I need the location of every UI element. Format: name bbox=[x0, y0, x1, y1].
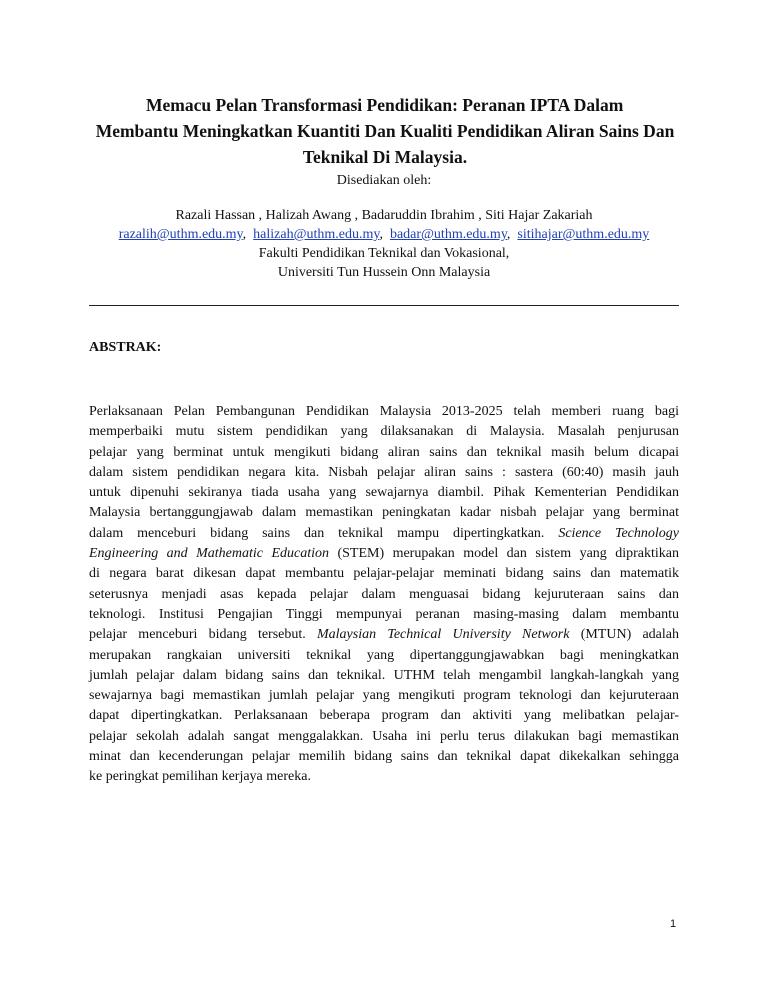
italic-term: Malaysian Technical University Network bbox=[317, 627, 570, 643]
abstract-text: dalam sistem pendidikan negara kita. Nisbah pelajar aliran sains : sastera (60:40) masih jauh bbox=[89, 464, 679, 480]
page-number: 1 bbox=[670, 918, 677, 930]
abstract-line bbox=[89, 747, 679, 767]
abstract-text: teknologi. Institusi Pengajian Tinggi mempunyai peranan masing-masing dalam membantu bbox=[89, 606, 679, 622]
abstract-line bbox=[89, 646, 679, 666]
abstract-text: jumlah pelajar dalam bidang sains dan teknikal. UTHM telah mengambil langkah-langkah yang bbox=[89, 667, 679, 683]
abstract-line bbox=[89, 422, 679, 442]
abstract-text: di negara barat dikesan dapat membantu pelajar-pelajar meminati bidang sains dan matematik bbox=[89, 566, 679, 582]
abstract-line bbox=[89, 463, 679, 483]
abstract-line bbox=[89, 544, 679, 564]
paper-title bbox=[88, 92, 682, 170]
title-line-2: Membantu Meningkatkan Kuantiti Dan Kualiti Pendidikan Aliran Sains Dan bbox=[95, 121, 675, 141]
abstract-line bbox=[89, 666, 679, 686]
abstract-text: memperbaiki mutu sistem pendidikan yang dilaksanakan di Malaysia. Masalah penjurusan bbox=[89, 424, 679, 440]
abstract-text: pelajar sekolah adalah sangat menggalakkan. Usaha ini perlu terus dilakukan bagi memastikan bbox=[89, 728, 679, 744]
abstract-line bbox=[89, 706, 679, 726]
affiliation bbox=[0, 244, 768, 282]
abstract-text: dapat dipertingkatkan. Perlaksanaan beberapa program dan aktiviti yang melibatkan pelajar- bbox=[89, 708, 679, 724]
email-link-razali[interactable]: razalih@uthm.edu.my bbox=[118, 227, 243, 242]
abstract-text: seterusnya menjadi asas kepada pelajar dalam menguasai bidang kejuruteraan sains dan bbox=[89, 586, 679, 602]
prepared-by: Disediakan oleh: bbox=[336, 173, 432, 188]
abstract-line bbox=[89, 483, 679, 503]
abstract-line bbox=[89, 767, 679, 787]
abstract-line bbox=[89, 443, 679, 463]
italic-term: Engineering and Mathematic Education bbox=[89, 546, 329, 562]
abstract-line bbox=[89, 727, 679, 747]
abstract-line bbox=[89, 625, 679, 645]
abstract-heading: ABSTRAK: bbox=[89, 340, 162, 355]
email-link-sitihajar[interactable]: sitihajar@uthm.edu.my bbox=[517, 227, 650, 242]
abstract-text: untuk dipenuhi sekiranya tiada usaha yang sewajarnya diambil. Pihak Kementerian Pendidikan bbox=[89, 485, 679, 501]
abstract-text: minat dan kecenderungan pelajar memilih bidang sains dan teknikal dapat dikekalkan sehingga bbox=[89, 749, 679, 765]
authors-line: Razali Hassan , Halizah Awang , Badaruddin Ibrahim , Siti Hajar Zakariah bbox=[175, 208, 593, 223]
abstract-line bbox=[89, 686, 679, 706]
abstract-text: Perlaksanaan Pelan Pembangunan Pendidikan Malaysia 2013-2025 telah memberi ruang bagi bbox=[89, 404, 679, 419]
abstract-text: pelajar menceburi bidang tersebut. bbox=[89, 627, 317, 643]
abstract-text: sewajarnya bagi memastikan jumlah pelajar yang mengikuti program teknologi dan kejuruteraan bbox=[89, 688, 679, 704]
abstract-text: Malaysia bertanggungjawab dalam memastikan peningkatan kadar nisbah pelajar yang berminat bbox=[89, 505, 679, 521]
abstract-line bbox=[89, 402, 679, 422]
title-line-3: Teknikal Di Malaysia. bbox=[302, 147, 468, 167]
author-emails: razalih@uthm.edu.my, halizah@uthm.edu.my, badar@uthm.edu.my, sitihajar@uthm.edu.my bbox=[118, 227, 650, 242]
abstract-text: (MTUN) adalah bbox=[569, 627, 679, 643]
abstract-text: ke peringkat pemilihan kerjaya mereka. bbox=[89, 769, 311, 785]
email-link-halizah[interactable]: halizah@uthm.edu.my bbox=[253, 227, 380, 242]
faculty-name: Fakulti Pendidikan Teknikal dan Vokasional, bbox=[258, 246, 510, 261]
horizontal-rule bbox=[89, 305, 679, 306]
abstract-line bbox=[89, 605, 679, 625]
abstract-text: dalam menceburi bidang sains dan teknikal mampu dipertingkatkan. bbox=[89, 525, 559, 541]
title-line-1: Memacu Pelan Transformasi Pendidikan: Peranan IPTA Dalam bbox=[146, 95, 624, 115]
abstract-text: (STEM) merupakan model dan sistem yang dipraktikan bbox=[329, 546, 679, 562]
university-name: Universiti Tun Hussein Onn Malaysia bbox=[277, 265, 491, 280]
italic-term: Science Technology bbox=[558, 525, 679, 541]
abstract-line bbox=[89, 564, 679, 584]
abstract-line bbox=[89, 585, 679, 605]
email-link-badar[interactable]: badar@uthm.edu.my bbox=[389, 227, 507, 242]
abstract-text: pelajar yang berminat untuk mengikuti bidang aliran sains dan teknikal masih belum dicapai bbox=[89, 444, 679, 460]
abstract-text: merupakan rangkaian universiti teknikal yang dipertanggungjawabkan bagi meningkatkan bbox=[89, 647, 679, 663]
abstract-line bbox=[89, 524, 679, 544]
abstract-line bbox=[89, 503, 679, 523]
abstract-body bbox=[89, 402, 679, 788]
